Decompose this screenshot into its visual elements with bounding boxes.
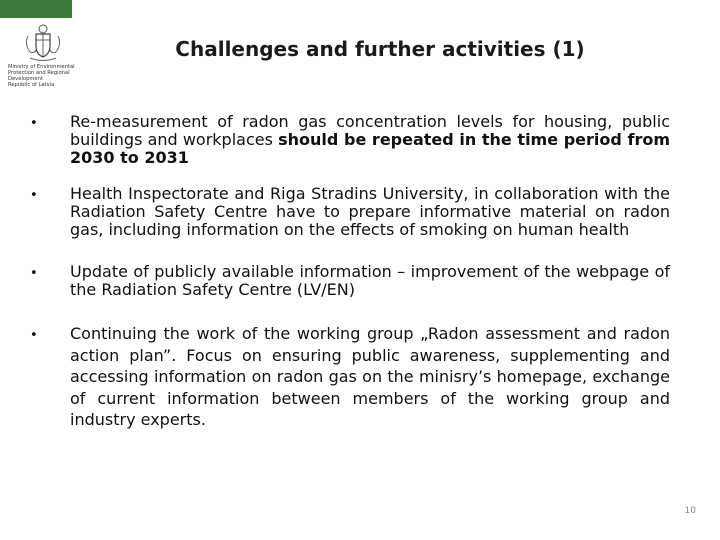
ministry-name [8, 64, 88, 88]
bullet-item [30, 113, 670, 167]
logo-line: Republic of Latvia [8, 82, 55, 88]
bullet-text: Health Inspectorate and Riga Stradins University, in collaboration with the Radiation Safety Centre have to prepare informative material on radon gas, including information on the effects of smoking on human health [70, 184, 670, 239]
ministry-logo [8, 22, 88, 96]
logo-line: Protection and Regional [8, 70, 70, 76]
logo-line: Development [8, 76, 43, 82]
bullet-item [30, 263, 670, 299]
bullet-item [30, 323, 670, 431]
slide-title: Challenges and further activities (1) [175, 37, 585, 61]
bullet-item [30, 185, 670, 239]
bullet-text: Continuing the work of the working group „Radon assessment and radon action plan”. Focus on ensuring public awareness, supplementing and accessing information on radon gas on the minisry’s homepage, exchange of current information between members of the working group and industry experts. [70, 324, 670, 429]
bullet-bold-text: should be repeated in the time period from 2030 to 2031 [70, 130, 671, 167]
logo-line: Ministry of Environmental [8, 64, 75, 70]
latvia-coat-of-arms-icon [22, 22, 64, 62]
header-accent-bar [0, 0, 72, 18]
bullet-icon [30, 263, 40, 283]
bullet-text: Update of publicly available information – improvement of the webpage of the Radiation Safety Centre (LV/EN) [70, 262, 670, 299]
bullet-icon [30, 113, 40, 133]
bullet-icon [30, 185, 40, 205]
bullet-text: Re-measurement of radon gas concentration levels for housing, public buildings and workplaces [70, 112, 670, 149]
bullet-icon [30, 323, 40, 347]
page-number: 10 [684, 506, 696, 516]
bullet-list [30, 113, 670, 449]
